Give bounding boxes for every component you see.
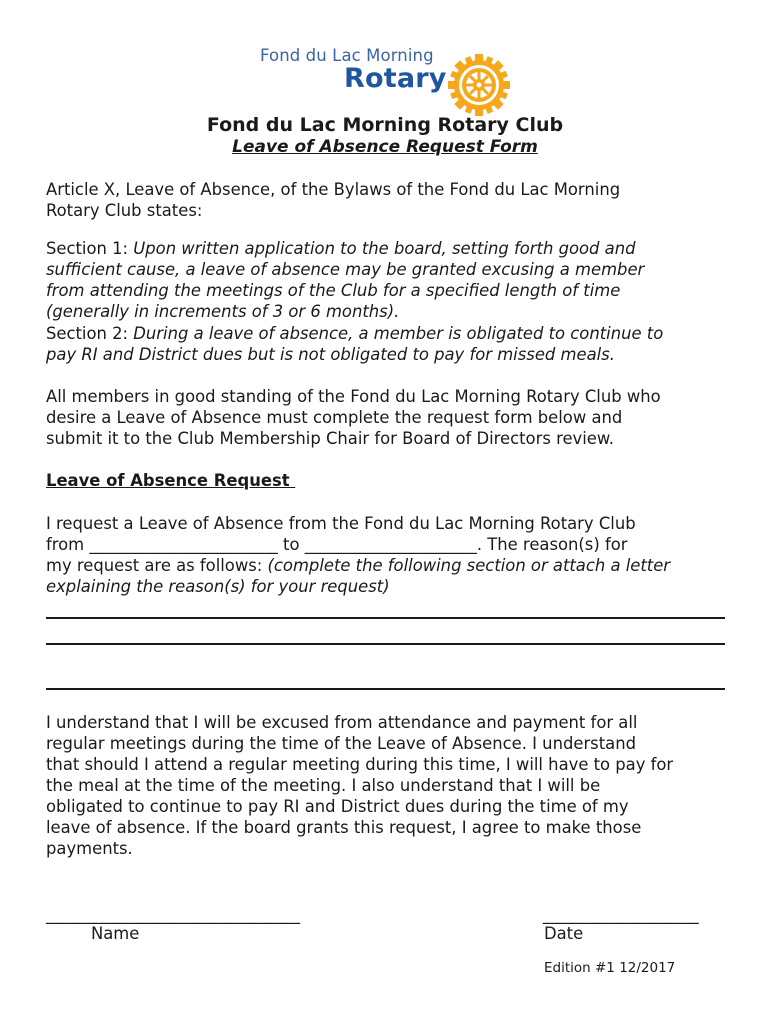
form-title: Fond du Lac Morning Rotary Club: [206, 114, 564, 136]
date-label: Date: [544, 924, 584, 943]
section-2: [46, 323, 736, 365]
section-2-text: During a leave of absence, a member is obligated to continue to pay RI and District dues but is not obligated to pay for missed meals.: [46, 324, 664, 364]
request-statement: [46, 513, 736, 597]
logo-org-text: Fond du Lac Morning: [260, 46, 434, 65]
bylaws-intro: Article X, Leave of Absence, of the Bylaws of the Fond du Lac Morning Rotary Club states:: [46, 180, 621, 220]
name-signature-line[interactable]: _______________________________: [46, 905, 301, 924]
request-heading: Leave of Absence Request: [46, 471, 296, 490]
logo-brand-text: Rotary: [344, 63, 447, 94]
rotary-wheel-icon: [448, 54, 510, 116]
section-1-label: Section 1:: [46, 239, 134, 258]
form-subtitle: Leave of Absence Request Form: [232, 137, 538, 157]
rotary-logo: [258, 44, 518, 114]
edition-footer: Edition #1 12/2017: [544, 960, 676, 976]
section-2-label: Section 2:: [46, 324, 134, 343]
reason-line-3[interactable]: [46, 688, 725, 690]
section-1-text: Upon written application to the board, setting forth good and sufficient cause, a leave of absence may be granted excusing a member from attending the meetings of the Club for a specified length of time (generally in increments of 3 or 6 months).: [46, 239, 645, 321]
members-note: All members in good standing of the Fond du Lac Morning Rotary Club who desire a Leave of Absence must complete the request form below and submit it to the Club Membership Chair for Board of Directors review.: [46, 387, 661, 448]
section-1: [46, 238, 736, 322]
understanding-statement: I understand that I will be excused from attendance and payment for all regular meetings during the time of the Leave of Absence. I understand that should I attend a regular meeting during this time, I will have to pay for the meal at the time of the meeting. I also understand that I will be obligated to continue to pay RI and District dues during the time of my leave of absence. If the board grants this request, I agree to make those payments.: [46, 713, 674, 858]
name-label: Name: [91, 924, 140, 943]
date-signature-line[interactable]: ___________________: [543, 905, 699, 924]
reason-line-1[interactable]: [46, 617, 725, 619]
request-text: I request a Leave of Absence from the Fond du Lac Morning Rotary Club from _______________________ to _____________________. The reason(s) for my request are as follows:: [46, 514, 636, 575]
reason-line-2[interactable]: [46, 643, 725, 645]
request-instruction: (complete the following section or attach a letter explaining the reason(s) for your request): [46, 556, 671, 596]
